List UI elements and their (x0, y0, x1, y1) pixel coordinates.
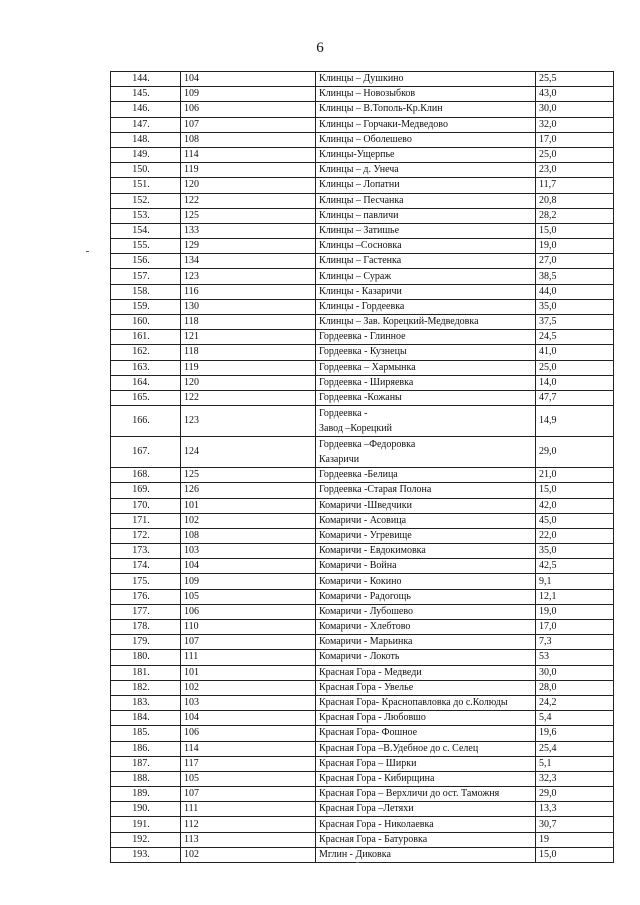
distance-cell: 47,7 (536, 390, 614, 405)
route-code-cell: 101 (181, 498, 316, 513)
route-name-cell: Красная Гора – Верхличи до ост. Таможня (316, 787, 536, 802)
row-number-cell: 154. (111, 223, 181, 238)
row-number-cell: 190. (111, 802, 181, 817)
distance-cell: 43,0 (536, 87, 614, 102)
row-number-cell: 145. (111, 87, 181, 102)
route-code-cell: 106 (181, 102, 316, 117)
distance-cell: 25,4 (536, 741, 614, 756)
row-number-cell: 152. (111, 193, 181, 208)
route-code-cell: 102 (181, 513, 316, 528)
distance-cell: 22,0 (536, 528, 614, 543)
distance-cell: 45,0 (536, 513, 614, 528)
table-row (111, 284, 614, 299)
distance-cell: 29,0 (536, 787, 614, 802)
route-name-cell: Клинцы – Сураж (316, 269, 536, 284)
row-number-cell: 192. (111, 832, 181, 847)
table-row (111, 787, 614, 802)
route-code-cell: 111 (181, 650, 316, 665)
route-name-cell: Клинцы – павличи (316, 208, 536, 223)
table-row (111, 406, 614, 437)
route-code-cell: 103 (181, 695, 316, 710)
route-name-cell: Клинцы-Ущерпье (316, 147, 536, 162)
route-code-cell: 102 (181, 847, 316, 862)
route-code-cell: 125 (181, 208, 316, 223)
table-row (111, 741, 614, 756)
row-number-cell: 160. (111, 315, 181, 330)
row-number-cell: 151. (111, 178, 181, 193)
route-name-cell (316, 437, 536, 468)
table-row (111, 193, 614, 208)
table-row (111, 483, 614, 498)
route-name-cell: Клинцы - Казаричи (316, 284, 536, 299)
row-number-cell: 175. (111, 574, 181, 589)
distance-cell: 24,5 (536, 330, 614, 345)
route-name-cell: Комаричи - Хлебтово (316, 620, 536, 635)
route-code-cell: 129 (181, 239, 316, 254)
route-name-cell: Красная Гора - Увелье (316, 680, 536, 695)
route-code-cell: 123 (181, 269, 316, 284)
distance-cell: 44,0 (536, 284, 614, 299)
row-number-cell: 165. (111, 390, 181, 405)
distance-cell: 42,5 (536, 559, 614, 574)
distance-cell: 19,6 (536, 726, 614, 741)
route-name-line: Завод –Корецкий (319, 423, 392, 435)
table-row (111, 695, 614, 710)
row-number-cell: 180. (111, 650, 181, 665)
row-number-cell: 184. (111, 711, 181, 726)
distance-cell: 41,0 (536, 345, 614, 360)
route-code-cell: 120 (181, 178, 316, 193)
distance-cell: 23,0 (536, 163, 614, 178)
distance-cell: 15,0 (536, 483, 614, 498)
distance-cell: 53 (536, 650, 614, 665)
route-code-cell: 105 (181, 589, 316, 604)
table-row (111, 650, 614, 665)
route-name-cell: Гордеевка -Кожаны (316, 390, 536, 405)
table-row (111, 711, 614, 726)
distance-cell: 5,1 (536, 756, 614, 771)
distance-cell: 25,5 (536, 72, 614, 87)
route-name-cell: Красная Гора- Фошное (316, 726, 536, 741)
route-name-cell: Гордеевка - Глинное (316, 330, 536, 345)
row-number-cell: 164. (111, 375, 181, 390)
row-number-cell: 150. (111, 163, 181, 178)
route-name-cell: Красная Гора –В.Удебное до с. Селец (316, 741, 536, 756)
row-number-cell: 181. (111, 665, 181, 680)
row-number-cell: 149. (111, 147, 181, 162)
table-row (111, 620, 614, 635)
row-number-cell: 163. (111, 360, 181, 375)
route-name-cell: Комаричи - Лубошево (316, 604, 536, 619)
distance-cell: 19,0 (536, 239, 614, 254)
table-row (111, 269, 614, 284)
route-code-cell: 118 (181, 345, 316, 360)
row-number-cell: 169. (111, 483, 181, 498)
table-row (111, 498, 614, 513)
table-row (111, 163, 614, 178)
row-number-cell: 161. (111, 330, 181, 345)
table-row (111, 208, 614, 223)
route-name-cell: Комаричи - Асовица (316, 513, 536, 528)
distance-cell: 11,7 (536, 178, 614, 193)
row-number-cell: 166. (111, 406, 181, 437)
row-number-cell: 178. (111, 620, 181, 635)
distance-cell: 28,2 (536, 208, 614, 223)
table-row (111, 771, 614, 786)
table-row (111, 437, 614, 468)
distance-cell: 14,9 (536, 406, 614, 437)
route-code-cell: 120 (181, 375, 316, 390)
route-name-cell: Клинцы –Сосновка (316, 239, 536, 254)
route-code-cell: 108 (181, 132, 316, 147)
table-row (111, 147, 614, 162)
scan-speck (86, 251, 89, 252)
distance-cell: 21,0 (536, 468, 614, 483)
route-code-cell: 119 (181, 163, 316, 178)
table-row (111, 223, 614, 238)
table-row (111, 102, 614, 117)
table-row (111, 254, 614, 269)
page-number: 6 (316, 40, 324, 56)
routes-table (110, 71, 614, 863)
route-name-cell: Комаричи - Радогощь (316, 589, 536, 604)
row-number-cell: 147. (111, 117, 181, 132)
row-number-cell: 162. (111, 345, 181, 360)
row-number-cell: 153. (111, 208, 181, 223)
route-code-cell: 111 (181, 802, 316, 817)
distance-cell: 14,0 (536, 375, 614, 390)
table-row (111, 756, 614, 771)
row-number-cell: 177. (111, 604, 181, 619)
table-row (111, 87, 614, 102)
route-name-cell: Комаричи - Угревище (316, 528, 536, 543)
route-code-cell: 110 (181, 620, 316, 635)
table-row (111, 680, 614, 695)
row-number-cell: 179. (111, 635, 181, 650)
route-name-cell: Гордеевка - Кузнецы (316, 345, 536, 360)
distance-cell: 30,0 (536, 665, 614, 680)
route-name-cell: Гордеевка -Старая Полона (316, 483, 536, 498)
row-number-cell: 189. (111, 787, 181, 802)
scan-speck (356, 862, 359, 863)
table-row (111, 802, 614, 817)
row-number-cell: 173. (111, 544, 181, 559)
row-number-cell: 156. (111, 254, 181, 269)
table-row (111, 360, 614, 375)
route-name-cell: Гордеевка -Белица (316, 468, 536, 483)
route-code-cell: 114 (181, 147, 316, 162)
table-row (111, 589, 614, 604)
distance-cell: 17,0 (536, 620, 614, 635)
row-number-cell: 191. (111, 817, 181, 832)
route-name-cell: Клинцы – Зав. Корецкий-Медведовка (316, 315, 536, 330)
row-number-cell: 167. (111, 437, 181, 468)
row-number-cell: 187. (111, 756, 181, 771)
row-number-cell: 171. (111, 513, 181, 528)
route-code-cell: 119 (181, 360, 316, 375)
route-code-cell: 121 (181, 330, 316, 345)
route-code-cell: 130 (181, 299, 316, 314)
distance-cell: 19 (536, 832, 614, 847)
route-name-cell: Мглин - Диковка (316, 847, 536, 862)
row-number-cell: 182. (111, 680, 181, 695)
route-name-cell: Клинцы – В.Тополь-Кр.Клин (316, 102, 536, 117)
distance-cell: 42,0 (536, 498, 614, 513)
route-code-cell: 126 (181, 483, 316, 498)
table-row (111, 544, 614, 559)
row-number-cell: 185. (111, 726, 181, 741)
route-name-cell: Красная Гора - Батуровка (316, 832, 536, 847)
route-name-cell: Красная Гора – Ширки (316, 756, 536, 771)
route-code-cell: 118 (181, 315, 316, 330)
route-name-cell: Клинцы – Оболешево (316, 132, 536, 147)
row-number-cell: 157. (111, 269, 181, 284)
route-name-cell (316, 406, 536, 437)
row-number-cell: 170. (111, 498, 181, 513)
route-code-cell: 116 (181, 284, 316, 299)
route-code-cell: 107 (181, 787, 316, 802)
distance-cell: 30,7 (536, 817, 614, 832)
route-name-cell: Клинцы - Гордеевка (316, 299, 536, 314)
table-row (111, 178, 614, 193)
route-code-cell: 105 (181, 771, 316, 786)
distance-cell: 25,0 (536, 360, 614, 375)
distance-cell: 32,3 (536, 771, 614, 786)
route-code-cell: 122 (181, 390, 316, 405)
distance-cell: 19,0 (536, 604, 614, 619)
route-code-cell: 108 (181, 528, 316, 543)
distance-cell: 27,0 (536, 254, 614, 269)
distance-cell: 13,3 (536, 802, 614, 817)
route-code-cell: 125 (181, 468, 316, 483)
route-code-cell: 123 (181, 406, 316, 437)
route-name-cell: Гордеевка – Хармынка (316, 360, 536, 375)
row-number-cell: 186. (111, 741, 181, 756)
route-name-cell: Комаричи - Марьинка (316, 635, 536, 650)
row-number-cell: 172. (111, 528, 181, 543)
route-code-cell: 109 (181, 87, 316, 102)
route-name-cell: Красная Гора - Медведи (316, 665, 536, 680)
table-row (111, 239, 614, 254)
route-name-cell: Клинцы – Душкино (316, 72, 536, 87)
table-row (111, 635, 614, 650)
route-code-cell: 104 (181, 72, 316, 87)
route-name-cell: Клинцы – Горчаки-Медведово (316, 117, 536, 132)
distance-cell: 20,8 (536, 193, 614, 208)
route-code-cell: 114 (181, 741, 316, 756)
route-name-line: Гордеевка –Федоровка (319, 439, 416, 451)
route-code-cell: 122 (181, 193, 316, 208)
distance-cell: 25,0 (536, 147, 614, 162)
distance-cell: 32,0 (536, 117, 614, 132)
distance-cell: 9,1 (536, 574, 614, 589)
route-name-cell: Клинцы – Новозыбков (316, 87, 536, 102)
route-code-cell: 124 (181, 437, 316, 468)
route-code-cell: 133 (181, 223, 316, 238)
table-row (111, 832, 614, 847)
table-row (111, 817, 614, 832)
route-name-cell: Комаричи - Кокино (316, 574, 536, 589)
route-name-cell: Клинцы – Затишье (316, 223, 536, 238)
table-row (111, 72, 614, 87)
distance-cell: 17,0 (536, 132, 614, 147)
distance-cell: 30,0 (536, 102, 614, 117)
distance-cell: 35,0 (536, 299, 614, 314)
row-number-cell: 183. (111, 695, 181, 710)
distance-cell: 24,2 (536, 695, 614, 710)
route-code-cell: 101 (181, 665, 316, 680)
table-row (111, 604, 614, 619)
table-row (111, 528, 614, 543)
distance-cell: 37,5 (536, 315, 614, 330)
route-name-cell: Красная Гора –Летяхи (316, 802, 536, 817)
route-code-cell: 104 (181, 711, 316, 726)
distance-cell: 7,3 (536, 635, 614, 650)
table-row (111, 330, 614, 345)
row-number-cell: 174. (111, 559, 181, 574)
row-number-cell: 176. (111, 589, 181, 604)
route-name-cell: Комаричи -Шведчики (316, 498, 536, 513)
route-name-line: Казаричи (319, 454, 360, 466)
row-number-cell: 158. (111, 284, 181, 299)
route-name-cell: Комаричи - Евдокимовка (316, 544, 536, 559)
route-name-cell: Красная Гора - Любовшо (316, 711, 536, 726)
route-name-cell: Красная Гора- Краснопавловка до с.Колюды (316, 695, 536, 710)
row-number-cell: 188. (111, 771, 181, 786)
row-number-cell: 155. (111, 239, 181, 254)
route-name-cell: Клинцы – д. Унеча (316, 163, 536, 178)
row-number-cell: 146. (111, 102, 181, 117)
table-row (111, 847, 614, 862)
route-code-cell: 103 (181, 544, 316, 559)
route-code-cell: 107 (181, 635, 316, 650)
distance-cell: 28,0 (536, 680, 614, 695)
route-name-cell: Красная Гора - Николаевка (316, 817, 536, 832)
table-row (111, 726, 614, 741)
route-code-cell: 107 (181, 117, 316, 132)
table-row (111, 574, 614, 589)
table-row (111, 468, 614, 483)
distance-cell: 12,1 (536, 589, 614, 604)
route-code-cell: 106 (181, 726, 316, 741)
distance-cell: 15,0 (536, 847, 614, 862)
table-row (111, 513, 614, 528)
table-row (111, 315, 614, 330)
route-code-cell: 102 (181, 680, 316, 695)
route-name-cell: Красная Гора - Кибирщина (316, 771, 536, 786)
route-code-cell: 104 (181, 559, 316, 574)
route-name-cell: Комаричи - Война (316, 559, 536, 574)
row-number-cell: 193. (111, 847, 181, 862)
route-code-cell: 109 (181, 574, 316, 589)
distance-cell: 35,0 (536, 544, 614, 559)
route-code-cell: 112 (181, 817, 316, 832)
row-number-cell: 148. (111, 132, 181, 147)
table-row (111, 299, 614, 314)
table-row (111, 559, 614, 574)
row-number-cell: 159. (111, 299, 181, 314)
route-name-cell: Клинцы – Гастенка (316, 254, 536, 269)
route-name-cell: Клинцы – Лопатни (316, 178, 536, 193)
table-row (111, 665, 614, 680)
route-code-cell: 106 (181, 604, 316, 619)
distance-cell: 38,5 (536, 269, 614, 284)
route-name-cell: Гордеевка - Ширяевка (316, 375, 536, 390)
distance-cell: 15,0 (536, 223, 614, 238)
distance-cell: 5,4 (536, 711, 614, 726)
distance-cell: 29,0 (536, 437, 614, 468)
table-row (111, 132, 614, 147)
row-number-cell: 144. (111, 72, 181, 87)
route-name-cell: Комаричи - Локоть (316, 650, 536, 665)
table-row (111, 117, 614, 132)
table-row (111, 375, 614, 390)
routes-table-body (111, 72, 614, 863)
table-row (111, 390, 614, 405)
route-name-cell: Клинцы – Песчанка (316, 193, 536, 208)
route-code-cell: 113 (181, 832, 316, 847)
table-row (111, 345, 614, 360)
route-name-line: Гордеевка - (319, 408, 368, 420)
row-number-cell: 168. (111, 468, 181, 483)
route-code-cell: 134 (181, 254, 316, 269)
route-code-cell: 117 (181, 756, 316, 771)
